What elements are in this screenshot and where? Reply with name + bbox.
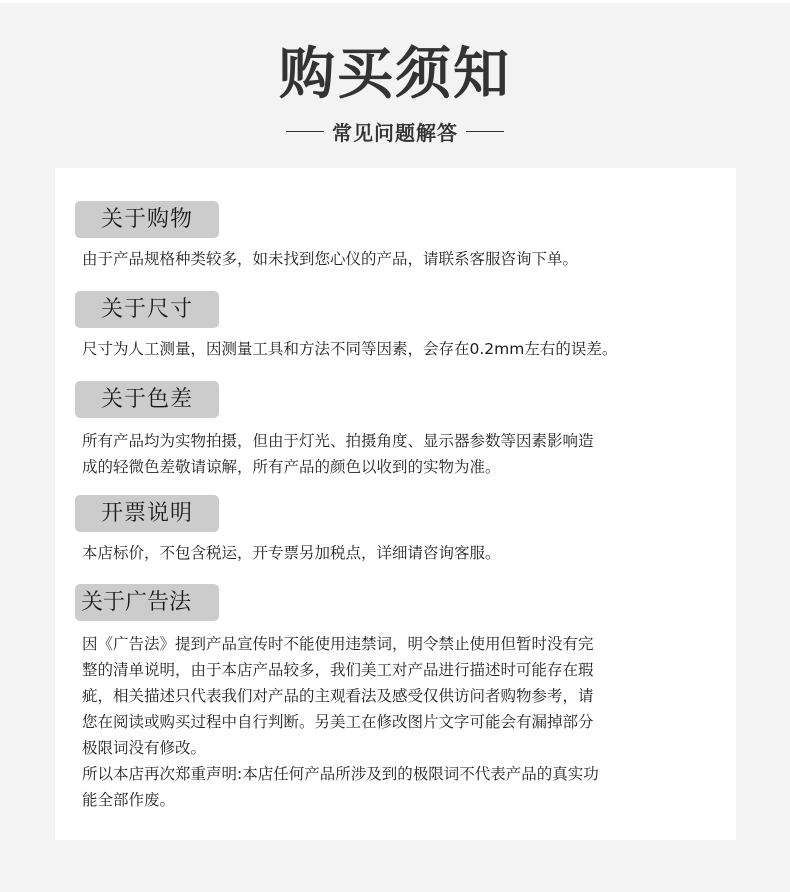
text-line: 成的轻微色差敬请谅解，所有产品的颜色以收到的实物为准。 xyxy=(82,458,501,476)
section-invoice xyxy=(75,495,725,566)
section-heading: 关于色差 xyxy=(75,381,219,418)
text-line: 所有产品均为实物拍摄，但由于灯光、拍摄角度、显示器参数等因素影响造 xyxy=(82,432,594,450)
section-heading: 关于尺寸 xyxy=(75,291,219,328)
section-shopping xyxy=(75,201,725,272)
subtitle-divider-right xyxy=(466,131,504,132)
text-line: 极限词没有修改。 xyxy=(82,739,207,757)
text-line: 能全部作废。 xyxy=(82,791,176,809)
page-subtitle: 常见问题解答 xyxy=(332,120,458,145)
text-line: 所以本店再次郑重声明:本店任何产品所涉及到的极限词不代表产品的真实功 xyxy=(82,765,599,783)
section-text xyxy=(75,428,722,480)
section-text xyxy=(75,631,722,813)
text-line: 尺寸为人工测量，因测量工具和方法不同等因素，会存在0.2mm左右的误差。 xyxy=(82,340,618,358)
section-heading: 开票说明 xyxy=(75,495,219,532)
section-heading: 关于广告法 xyxy=(75,584,219,621)
section-heading: 关于购物 xyxy=(75,201,219,238)
text-line: 疵，相关描述只代表我们对产品的主观看法及感受仅供访问者购物参考，请 xyxy=(82,687,594,705)
section-size xyxy=(75,291,725,362)
text-line: 您在阅读或购买过程中自行判断。另美工在修改图片文字可能会有漏掉部分 xyxy=(82,713,594,731)
text-line: 整的清单说明，由于本店产品较多，我们美工对产品进行描述时可能存在瑕 xyxy=(82,661,594,679)
top-strip xyxy=(0,0,790,3)
faq-card xyxy=(55,168,736,840)
page-title: 购买须知 xyxy=(279,42,511,107)
subtitle-row xyxy=(0,116,790,146)
text-line: 本店标价，不包含税运，开专票另加税点，详细请咨询客服。 xyxy=(82,544,501,562)
section-text xyxy=(75,336,722,362)
subtitle-divider-left xyxy=(286,131,324,132)
section-text xyxy=(75,246,722,272)
text-line: 由于产品规格种类较多，如未找到您心仪的产品，请联系客服咨询下单。 xyxy=(82,250,579,268)
section-text xyxy=(75,540,722,566)
text-line: 因《广告法》提到产品宣传时不能使用违禁词，明令禁止使用但暂时没有完 xyxy=(82,635,594,653)
section-color-difference xyxy=(75,381,725,480)
section-advertising-law xyxy=(75,584,725,813)
